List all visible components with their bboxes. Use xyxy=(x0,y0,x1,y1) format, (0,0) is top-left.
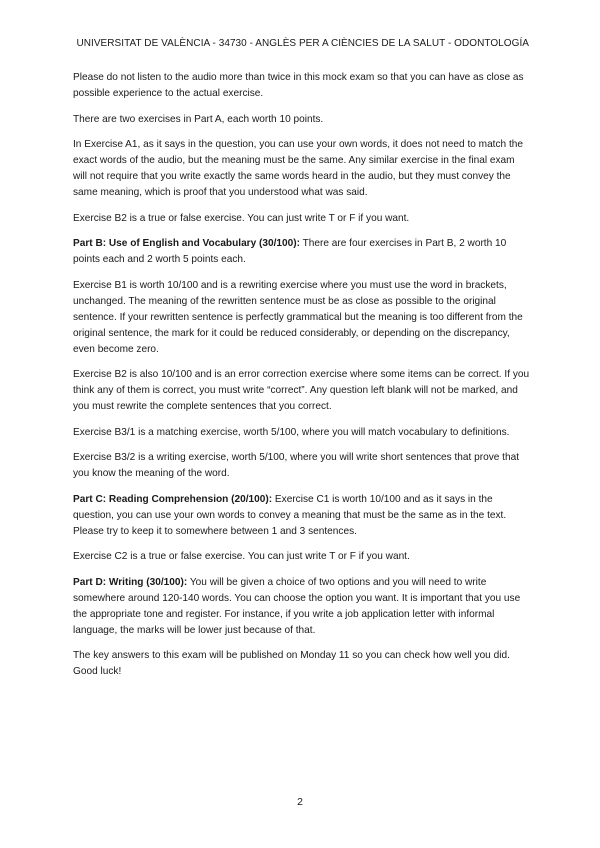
paragraph-closing: The key answers to this exam will be published on Monday 11 so you can check how well you did. Good luck! xyxy=(73,650,510,677)
paragraph-exercise-a1: In Exercise A1, as it says in the question, you can use your own words, it does not need to match the exact words of the audio, but the meaning must be the same. Any similar exercise in the final exam will not require that you write exactly the same words heard in the audio, but they must convey the same meaning, which is proof that you understood what was said. xyxy=(73,139,523,198)
part-b-heading: Part B: Use of English and Vocabulary (30/100): xyxy=(73,238,300,249)
paragraph-exercise-b3-1: Exercise B3/1 is a matching exercise, worth 5/100, where you will match vocabulary to definitions. xyxy=(73,426,510,438)
paragraph-exercise-c2: Exercise C2 is a true or false exercise. You can just write T or F if you want. xyxy=(73,551,410,562)
paragraph-audio-instructions: Please do not listen to the audio more than twice in this mock exam so that you can have as close as possible experience to the actual exercise. xyxy=(73,72,524,99)
part-d-text: You will be given a choice of two options and you will need to write somewhere around 120-140 words. You can choose the option you want. It is important that you use the appropriate tone and register. For instance, if you write a job application letter with informal language, the marks will be lower just because of that. xyxy=(73,576,521,636)
paragraph-part-c xyxy=(73,492,531,540)
paragraph-part-a-summary: There are two exercises in Part A, each worth 10 points. xyxy=(73,113,324,125)
paragraph-exercise-b3-2: Exercise B3/2 is a writing exercise, worth 5/100, where you will write short sentences that prove that you know the meaning of the word. xyxy=(73,452,520,479)
part-d-heading: Part D: Writing (30/100): xyxy=(73,576,188,588)
part-b-text: There are four exercises in Part B, 2 worth 10 points each and 2 worth 5 points each. xyxy=(73,238,507,265)
part-c-heading: Part C: Reading Comprehension (20/100): xyxy=(73,493,273,505)
paragraph-exercise-b2-true-false: Exercise B2 is a true or false exercise. You can just write T or F if you want. xyxy=(73,212,410,224)
document-body xyxy=(73,70,531,690)
paragraph-exercise-b1: Exercise B1 is worth 10/100 and is a rewriting exercise where you must use the word in brackets, unchanged. The meaning of the rewritten sentence must be as close as possible to the original sentence. If your rewritten sentence is perfectly grammatical but the meaning is too different from the original sentence, the mark for it could be reduced considerably, or depending on the discrepancy, even become zero. xyxy=(73,279,523,355)
paragraph-exercise-b2-error-correction: Exercise B2 is also 10/100 and is an error correction exercise where some items can be correct. If you think any of them is correct, you must write “correct”. Any question left blank will not be marked, and you must rewrite the complete sentences that you correct. xyxy=(73,369,530,412)
paragraph-part-b xyxy=(73,236,531,268)
running-header: UNIVERSITAT DE VALÈNCIA - 34730 - ANGLÈS PER A CIÈNCIES DE LA SALUT - ODONTOLOGÍA xyxy=(76,38,529,49)
part-c-text: Exercise C1 is worth 10/100 and as it says in the question, you can use your own words to convey a meaning that must be the same as in the text. Please try to keep it to somewhere between 1 and 3 sentences. xyxy=(73,493,507,537)
page-number: 2 xyxy=(297,796,303,808)
paragraph-part-d xyxy=(73,575,531,639)
